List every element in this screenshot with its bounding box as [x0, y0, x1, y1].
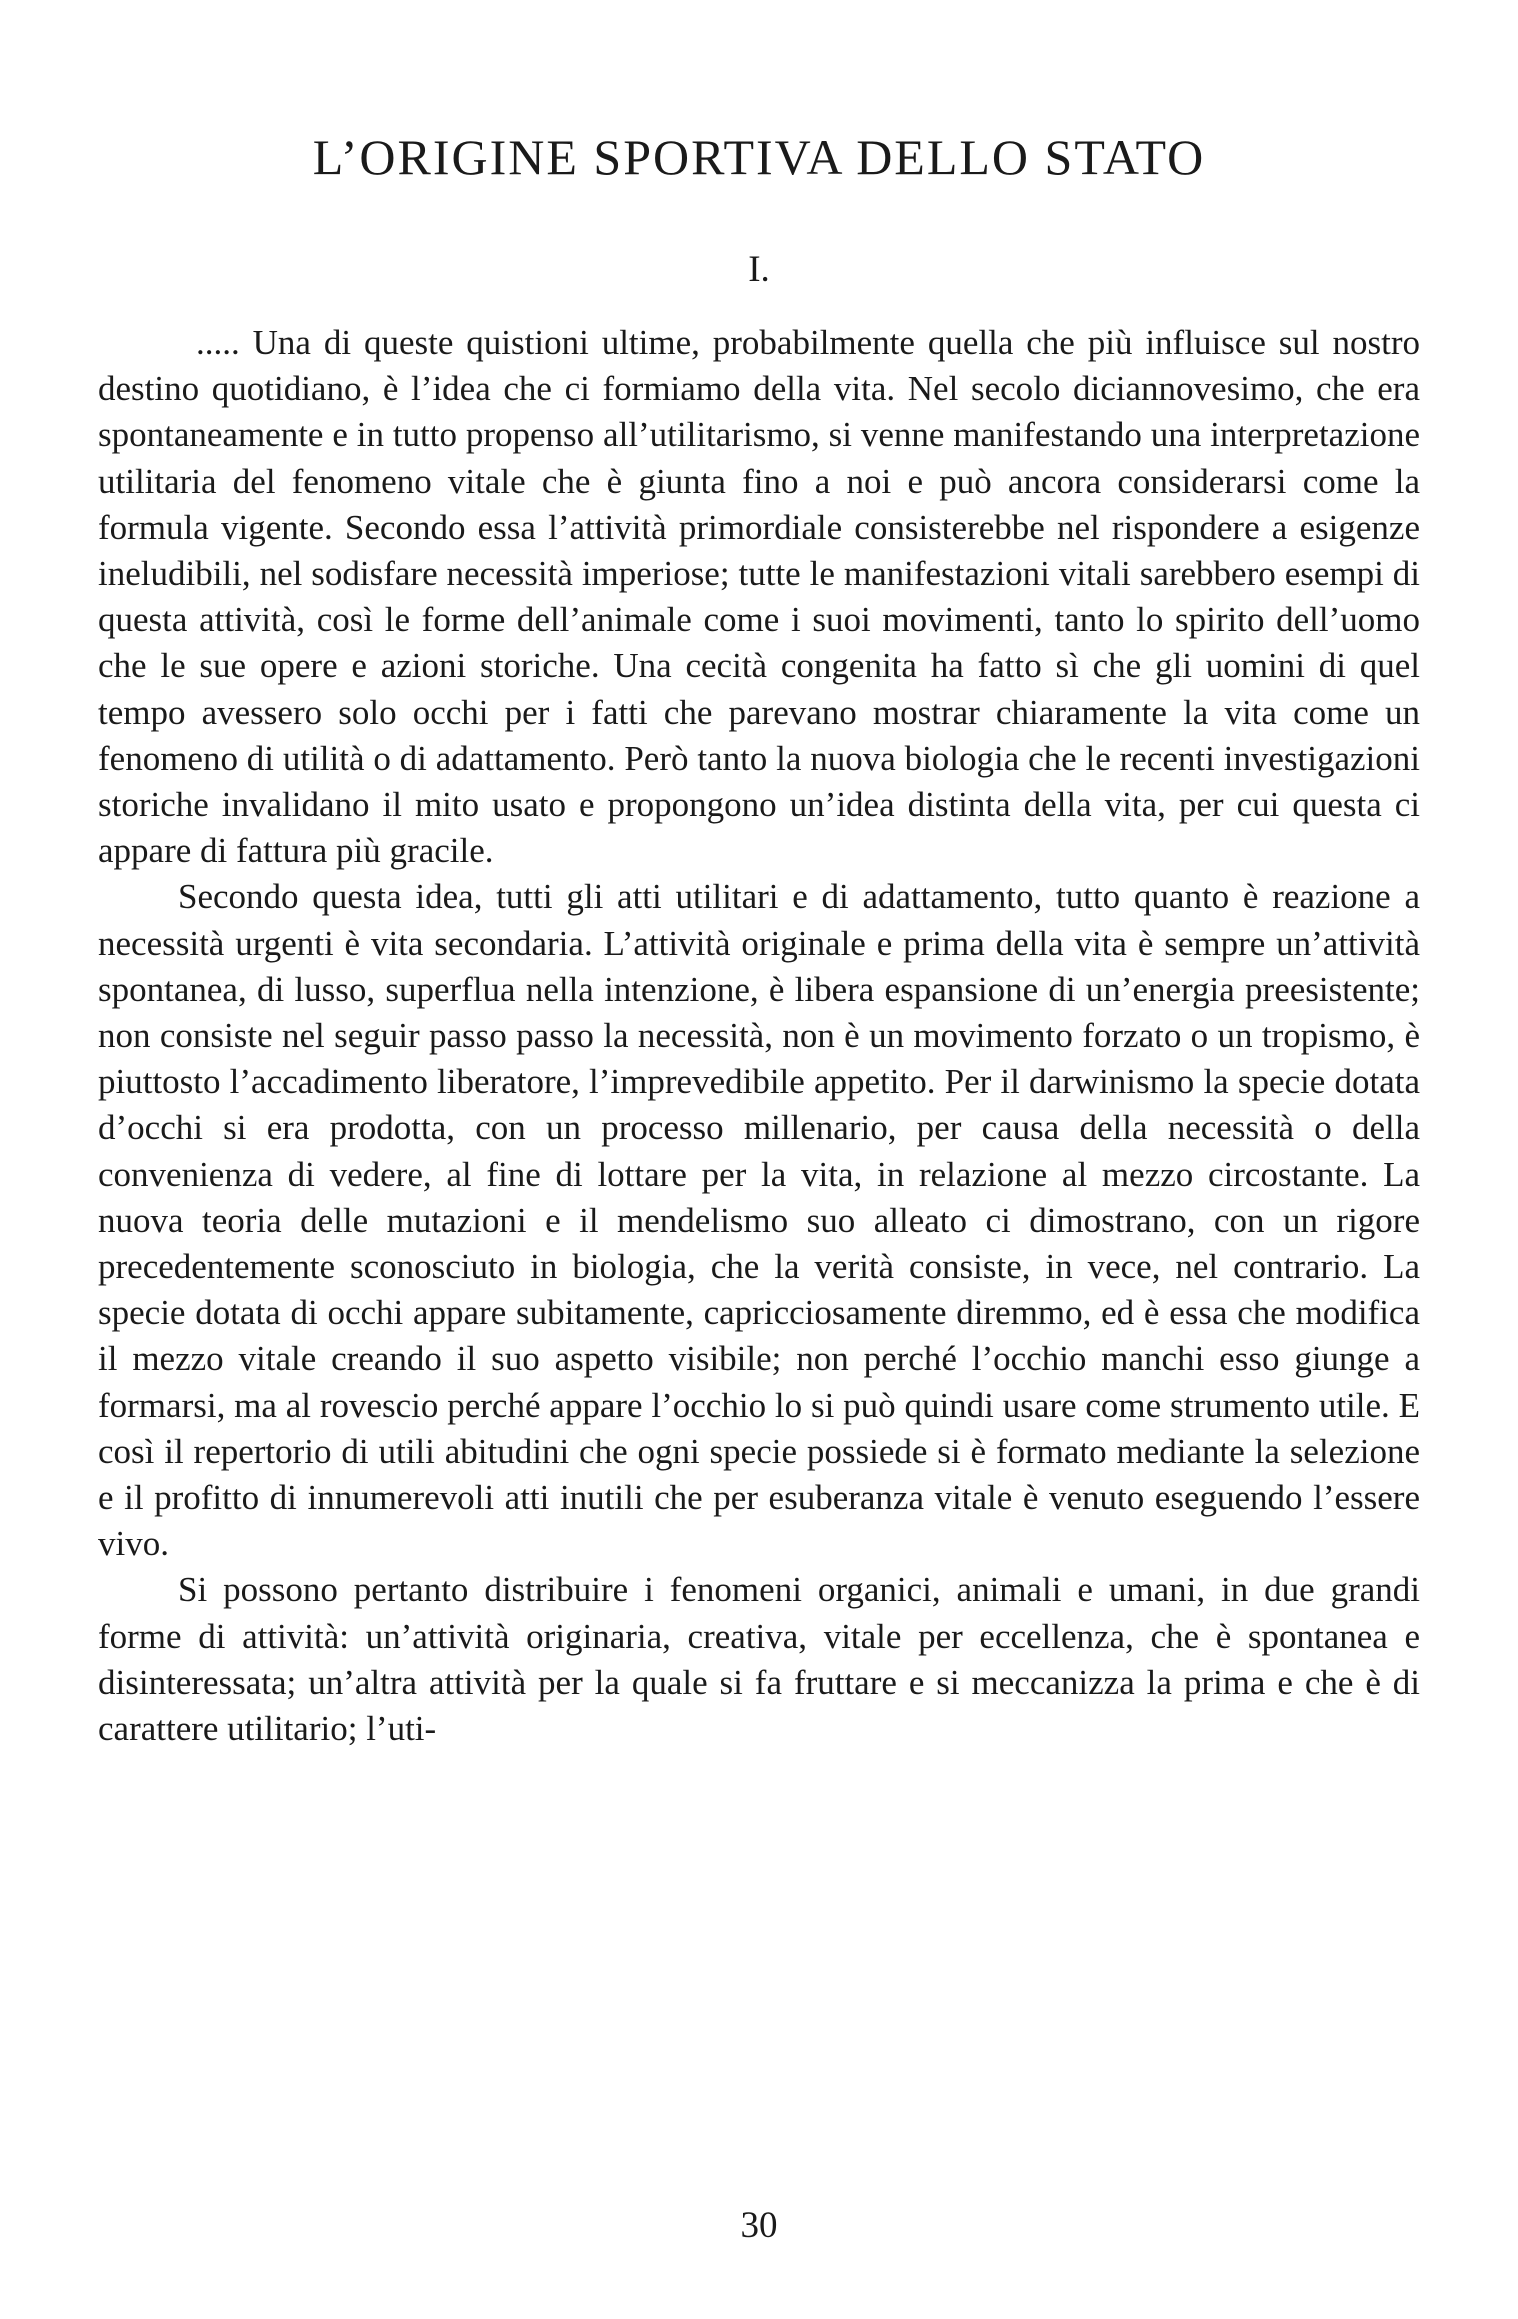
paragraph-1: ..... Una di queste quistioni ultime, probabilmente quella che più influisce sul nostro destino quotidiano, è l’idea che ci formiamo della vita. Nel secolo diciannovesimo, che era spontaneamente e in tutto propenso all’utilitarismo, si venne manifestando una interpretazione utilitaria del fenomeno vitale che è giunta fino a noi e può ancora considerarsi come la formula vigente. Secondo essa l’attività primordiale consisterebbe nel rispondere a esigenze ineludibili, nel sodisfare necessità imperiose; tutte le manifestazioni vitali sarebbero esempi di questa attività, così le forme dell’animale come i suoi movimenti, tanto lo spirito dell’uomo che le sue opere e azioni storiche. Una cecità congenita ha fatto sì che gli uomini di quel tempo avessero solo occhi per i fatti che parevano mostrar chiaramente la vita come un fenomeno di utilità o di adattamento. Però tanto la nuova biologia che le recenti investigazioni storiche invalidano il mito usato e propongono un’idea distinta della vita, per cui questa ci appare di fattura più gracile.: [98, 323, 1420, 871]
section-number: I.: [748, 249, 770, 290]
chapter-title: L’ORIGINE SPORTIVA DELLO STATO: [312, 129, 1206, 185]
paragraph-2: Secondo questa idea, tutti gli atti utilitari e di adattamento, tutto quanto è reazione a necessità urgenti è vita secondaria. L’attività originale e prima della vita è sempre un’attività spontanea, di lusso, superflua nella intenzione, è libera espansione di un’energia preesistente; non consiste nel seguir passo passo la necessità, non è un movimento forzato o un tropismo, è piuttosto l’accadimento liberatore, l’imprevedibile appetito. Per il darwinismo la specie dotata d’occhi si era prodotta, con un processo millenario, per causa della necessità o della convenienza di vedere, al fine di lottare per la vita, in relazione al mezzo circostante. La nuova teoria delle mutazioni e il mendelismo suo alleato ci dimostrano, con un rigore precedentemente sconosciuto in biologia, che la verità consiste, in vece, nel contrario. La specie dotata di occhi appare subitamente, capricciosamente diremmo, ed è essa che modifica il mezzo vitale creando il suo aspetto visibile; non perché l’occhio manchi esso giunge a formarsi, ma al rovescio perché appare l’occhio lo si può quindi usare come strumento utile. E così il repertorio di utili abitudini che ogni specie possiede si è formato mediante la selezione e il profitto di innumerevoli atti inutili che per esuberanza vitale è venuto eseguendo l’essere vivo.: [98, 877, 1420, 1564]
paragraph-3: Si possono pertanto distribuire i fenomeni organici, animali e umani, in due grandi forme di attività: un’attività originaria, creativa, vitale per eccellenza, che è spontanea e disinteressata; un’altra attività per la quale si fa fruttare e si meccanizza la prima e che è di carattere utilitario; l’uti-: [98, 1570, 1420, 1749]
body-text: [98, 320, 1420, 1752]
page-number: 30: [740, 2205, 778, 2246]
